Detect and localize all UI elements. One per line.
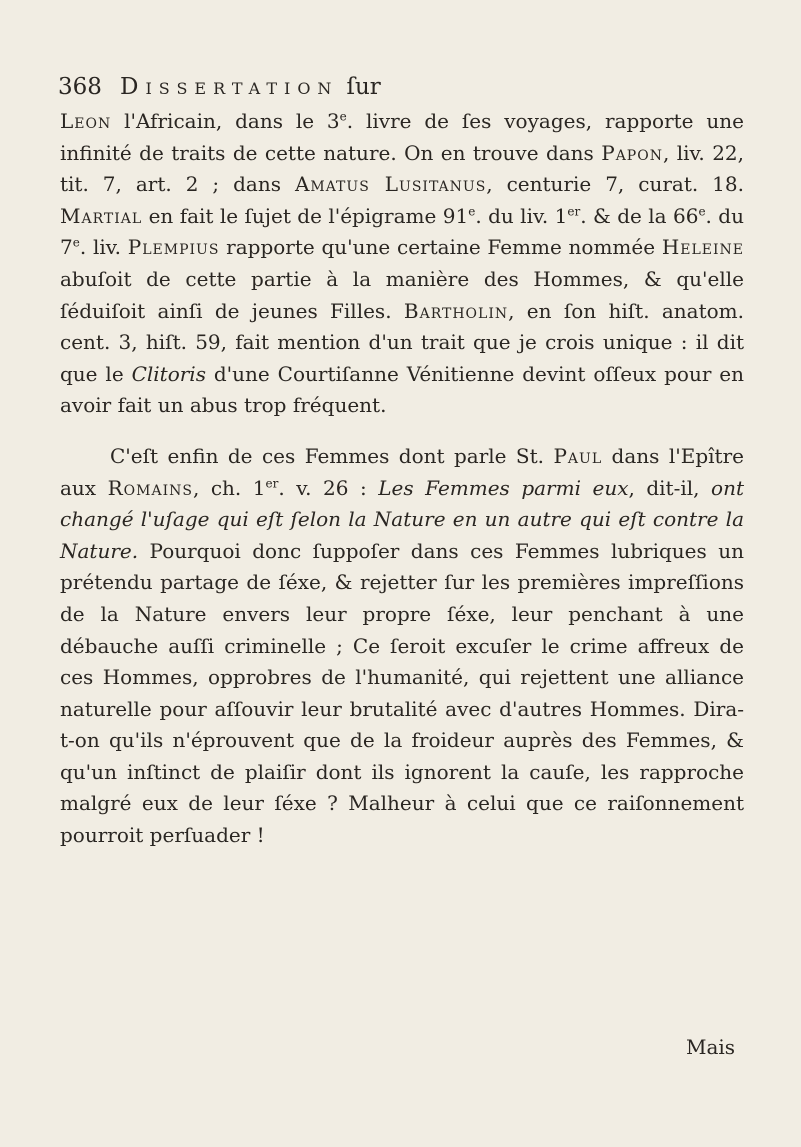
author-name: Amatus Lusitanus	[294, 172, 487, 197]
superscript: e	[698, 204, 706, 219]
author-name: Bartholin	[403, 298, 509, 323]
text-run: . liv.	[79, 235, 128, 260]
body-text	[60, 106, 744, 852]
page-number: 368	[58, 74, 102, 100]
running-title: Dissertation	[120, 74, 339, 100]
text-run: , centurie 7, curat. 18.	[486, 172, 744, 197]
superscript: e	[339, 109, 347, 124]
text-run: . livre de ſes voyages, rapporte une infinité de traits de cette nature. On en trouve dans	[60, 109, 744, 165]
paragraph-1	[60, 106, 744, 422]
italic-term: Clitoris	[131, 361, 206, 386]
text-run: , dit-il,	[628, 475, 712, 500]
author-name: Papon	[601, 140, 663, 165]
book-name: Romains	[107, 475, 193, 500]
person-name: Heleine	[661, 235, 744, 260]
superscript: er	[265, 475, 279, 490]
catchword: Mais	[686, 1035, 736, 1059]
author-name: Leon	[60, 109, 112, 133]
text-run: rapporte qu'une certaine Femme nommée	[219, 235, 662, 260]
superscript: e	[72, 235, 80, 250]
superscript: er	[567, 204, 581, 219]
running-header	[58, 72, 758, 102]
superscript: e	[468, 204, 476, 219]
text-run: . v. 26 :	[278, 475, 379, 500]
author-name: Plempius	[127, 235, 220, 260]
text-run: . & de la 66	[580, 203, 699, 228]
text-run: , ch. 1	[192, 475, 266, 500]
author-name: Paul	[553, 443, 603, 468]
paragraph-2	[60, 441, 744, 852]
text-run: . du liv. 1	[475, 203, 568, 228]
text-run: . du 7	[60, 203, 744, 260]
text-run: d'une Courtiſanne Vénitienne devint oſſeux pour en avoir fait un abus trop fréquent.	[60, 361, 744, 418]
text-run: dans l'Epître aux	[60, 443, 744, 500]
italic-quote: Les Femmes parmi eux	[378, 475, 629, 500]
text-run: , liv. 22, tit. 7, art. 2 ; dans	[60, 140, 744, 197]
author-name: Martial	[60, 203, 143, 228]
running-title-sur: ſur	[346, 74, 381, 100]
text-run: en fait le ſujet de l'épigrame 91	[142, 203, 469, 228]
text-run: C'eſt enfin de ces Femmes dont parle St.	[110, 443, 554, 468]
text-run: Pourquoi donc ſuppoſer dans ces Femmes lubriques un prétendu partage de ſéxe, & rejetter ſur les premières impreſſions de la Nature envers leur propre ſéxe, leur penchant à une débauche auſſi criminelle ; Ce ſeroit excuſer le crime affreux de ces Hommes, opprobres de l'humanité, qui rejettent une alliance naturelle pour aſſouvir leur brutalité avec d'autres Hommes. Dira-t-on qu'ils n'éprouvent que de la froideur auprès des Femmes, & qu'un inſtinct de plaiſir dont ils ignorent la cauſe, les rapproche malgré eux de leur ſéxe ? Malheur à celui que ce raiſonnement pourroit perſuader !	[60, 538, 744, 848]
italic-quote: ont changé l'uſage qui eſt ſelon la Nature en un autre qui eſt contre la Nature.	[60, 475, 744, 563]
text-run: , en ſon hiſt. anatom. cent. 3, hiſt. 59, fait mention d'un trait que je crois unique : il dit que le	[60, 298, 745, 386]
text-run: l'Africain, dans le 3	[111, 109, 340, 133]
text-run: abuſoit de cette partie à la manière des Hommes, & qu'elle ſéduiſoit ainſi de jeunes Filles.	[60, 266, 744, 323]
